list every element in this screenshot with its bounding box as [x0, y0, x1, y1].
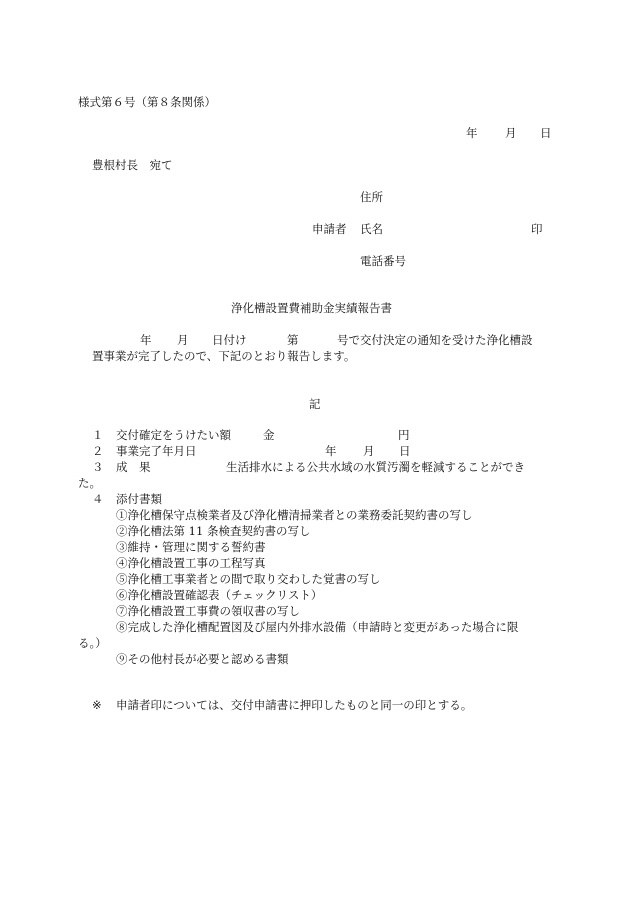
item2-number: ２ — [92, 444, 104, 458]
form-number: 様式第６号（第８条関係） — [78, 95, 216, 109]
item2-day: 日 — [399, 444, 411, 458]
document-title: 浄化槽設置費補助金実績報告書 — [231, 301, 392, 315]
item2-label: 事業完了年月日 — [116, 444, 197, 458]
seal-mark: 印 — [531, 222, 543, 236]
item2-year: 年 — [325, 444, 337, 458]
date-year: 年 — [466, 126, 478, 140]
attachment-item: ③維持・管理に関する誓約書 — [116, 540, 266, 554]
attachment-item: ⑨その他村長が必要と認める書類 — [116, 652, 289, 666]
item1-label: 交付確定をうけたい額 — [116, 428, 231, 442]
attachment-item: ⑥浄化槽設置確認表（チェックリスト） — [116, 588, 323, 602]
attachment-item: ①浄化槽保守点検業者及び浄化槽清掃業者との業務委託契約書の写し — [116, 508, 473, 522]
item3-text: 生活排水による公共水域の水質汚濁を軽減することができ — [226, 460, 525, 474]
intro-dated: 日付け — [212, 333, 247, 347]
attachment-item: ④浄化槽設置工事の工程写真 — [116, 556, 266, 570]
intro-rest: 号で交付決定の通知を受けた浄化槽設 — [337, 333, 533, 347]
applicant-label: 申請者 — [312, 222, 347, 236]
date-day: 日 — [540, 126, 552, 140]
phone-label: 電話番号 — [360, 254, 406, 268]
intro-line2: 置事業が完了したので、下記のとおり報告します。 — [92, 349, 356, 363]
item3-number: ３ — [92, 460, 104, 474]
intro-month: 月 — [177, 333, 189, 347]
name-label: 氏名 — [360, 222, 383, 236]
item4-label: 添付書類 — [116, 492, 162, 506]
item1-prefix: 金 — [263, 428, 275, 442]
note-text: 申請者印については、交付申請書に押印したものと同一の印とする。 — [116, 698, 473, 712]
item1-suffix: 円 — [398, 428, 410, 442]
item4-number: ４ — [92, 492, 104, 506]
date-month: 月 — [505, 126, 517, 140]
item3-label: 成 果 — [116, 460, 151, 474]
intro-no: 第 — [287, 333, 299, 347]
addressee: 豊根村長 宛て — [92, 158, 173, 172]
attachment-item: ⑤浄化槽工事業者との間で取り交わした覚書の写し — [116, 572, 381, 586]
item2-month: 月 — [363, 444, 375, 458]
attachment-item-cont: る。） — [78, 636, 107, 650]
attachment-item: ⑧完成した浄化槽配置図及び屋内外排水設備（申請時と変更があった場合に限 — [116, 620, 519, 634]
attachment-item: ②浄化槽法第 11 条検査契約書の写し — [116, 524, 311, 538]
item3-cont: た。 — [78, 476, 101, 490]
item1-number: １ — [92, 428, 104, 442]
address-label: 住所 — [360, 190, 383, 204]
note-mark: ※ — [92, 698, 102, 712]
attachment-item: ⑦浄化槽設置工事費の領収書の写し — [116, 604, 300, 618]
ki-heading: 記 — [309, 397, 321, 411]
intro-year: 年 — [140, 333, 152, 347]
